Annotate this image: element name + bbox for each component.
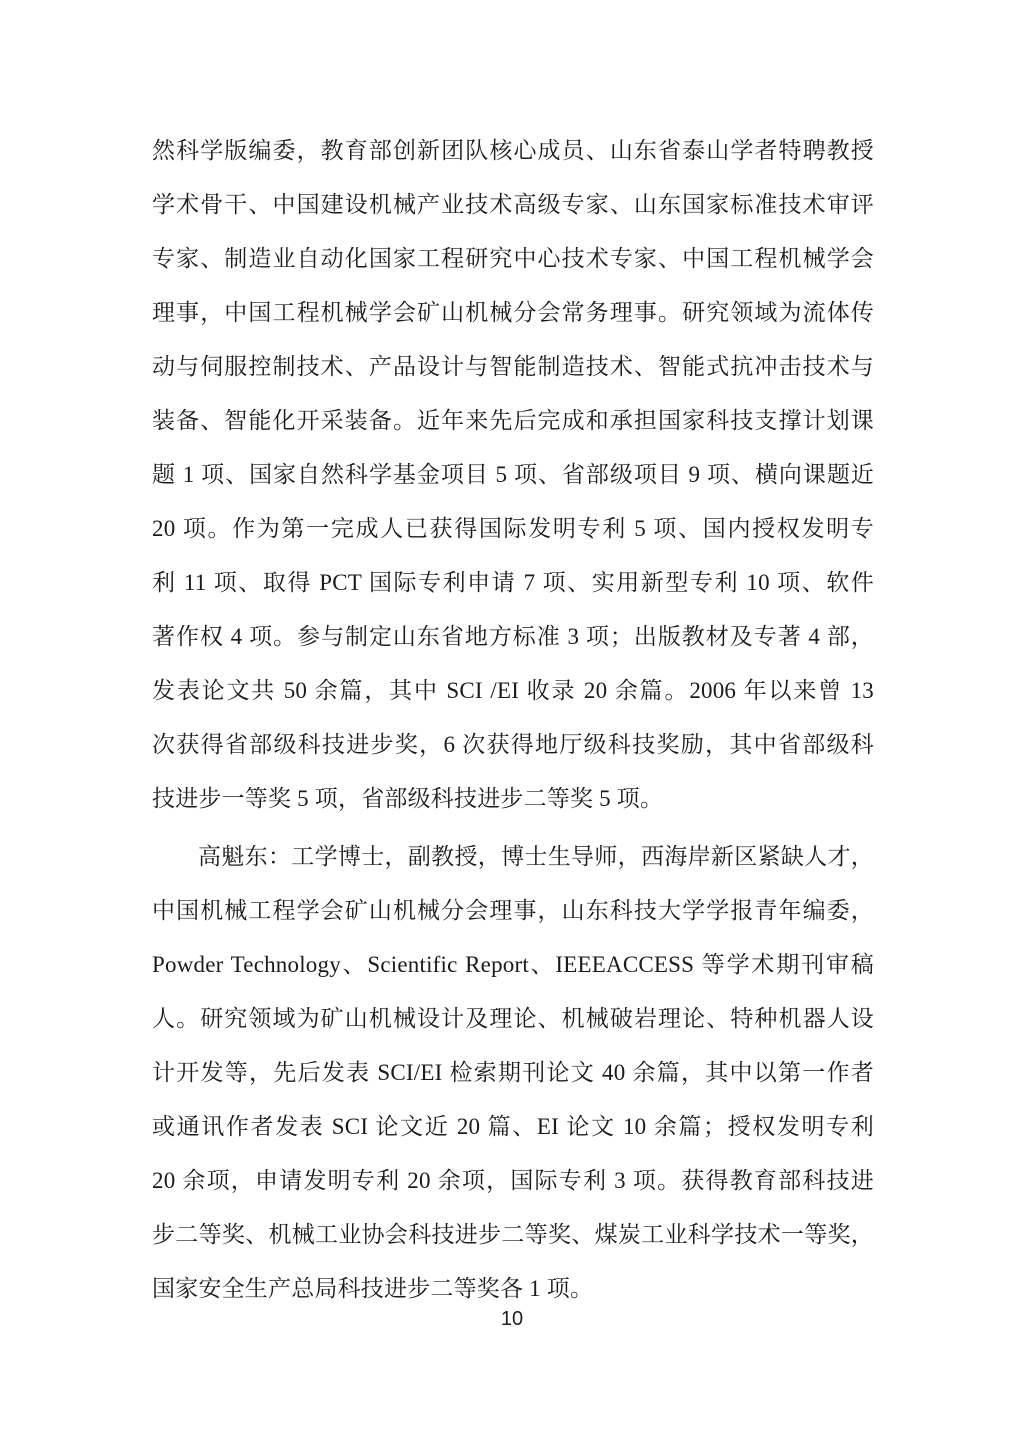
text-line: 步二等奖、机械工业协会科技进步二等奖、煤炭工业科学技术一等奖， bbox=[152, 1222, 874, 1247]
text-line: 专家、制造业自动化国家工程研究中心技术专家、中国工程机械学会 bbox=[152, 246, 874, 271]
text-line: 20 项。作为第一完成人已获得国际发明专利 5 项、国内授权发明专 bbox=[152, 516, 874, 541]
text-line: 人。研究领域为矿山机械设计及理论、机械破岩理论、特种机器人设 bbox=[152, 1006, 874, 1031]
text-line: 学术骨干、中国建设机械产业技术高级专家、山东国家标准技术审评 bbox=[152, 192, 874, 217]
text-line: 或通讯作者发表 SCI 论文近 20 篇、EI 论文 10 余篇；授权发明专利 bbox=[152, 1114, 874, 1139]
text-line: 著作权 4 项。参与制定山东省地方标准 3 项；出版教材及专著 4 部， bbox=[152, 624, 874, 649]
text-line: 动与伺服控制技术、产品设计与智能制造技术、智能式抗冲击技术与 bbox=[152, 354, 874, 379]
text-line: 发表论文共 50 余篇，其中 SCI /EI 收录 20 余篇。2006 年以来曾 13 bbox=[152, 678, 874, 703]
text-line: 题 1 项、国家自然科学基金项目 5 项、省部级项目 9 项、横向课题近 bbox=[152, 462, 874, 487]
text-line: Powder Technology、Scientific Report、IEEEACCESS 等学术期刊审稿 bbox=[152, 952, 874, 977]
text-line: 20 余项，申请发明专利 20 余项，国际专利 3 项。获得教育部科技进 bbox=[152, 1168, 874, 1193]
paragraph-2 bbox=[152, 830, 874, 1316]
text-line: 理事，中国工程机械学会矿山机械分会常务理事。研究领域为流体传 bbox=[152, 300, 874, 325]
text-line: 技进步一等奖 5 项，省部级科技进步二等奖 5 项。 bbox=[152, 786, 664, 811]
page-number: 10 bbox=[500, 1308, 524, 1330]
paragraph-1 bbox=[152, 124, 874, 826]
page-footer bbox=[0, 1306, 1024, 1332]
text-line: 国家安全生产总局科技进步二等奖各 1 项。 bbox=[152, 1276, 594, 1301]
document-body bbox=[152, 124, 874, 1316]
text-line: 然科学版编委，教育部创新团队核心成员、山东省泰山学者特聘教授 bbox=[152, 138, 874, 163]
text-line: 次获得省部级科技进步奖，6 次获得地厅级科技奖励，其中省部级科 bbox=[152, 732, 874, 757]
text-line: 装备、智能化开采装备。近年来先后完成和承担国家科技支撑计划课 bbox=[152, 408, 874, 433]
text-line: 计开发等，先后发表 SCI/EI 检索期刊论文 40 余篇，其中以第一作者 bbox=[152, 1060, 874, 1085]
text-line: 利 11 项、取得 PCT 国际专利申请 7 项、实用新型专利 10 项、软件 bbox=[152, 570, 874, 595]
text-line: 高魁东：工学博士，副教授，博士生导师，西海岸新区紧缺人才， bbox=[198, 844, 874, 869]
text-line: 中国机械工程学会矿山机械分会理事，山东科技大学学报青年编委， bbox=[152, 898, 874, 923]
